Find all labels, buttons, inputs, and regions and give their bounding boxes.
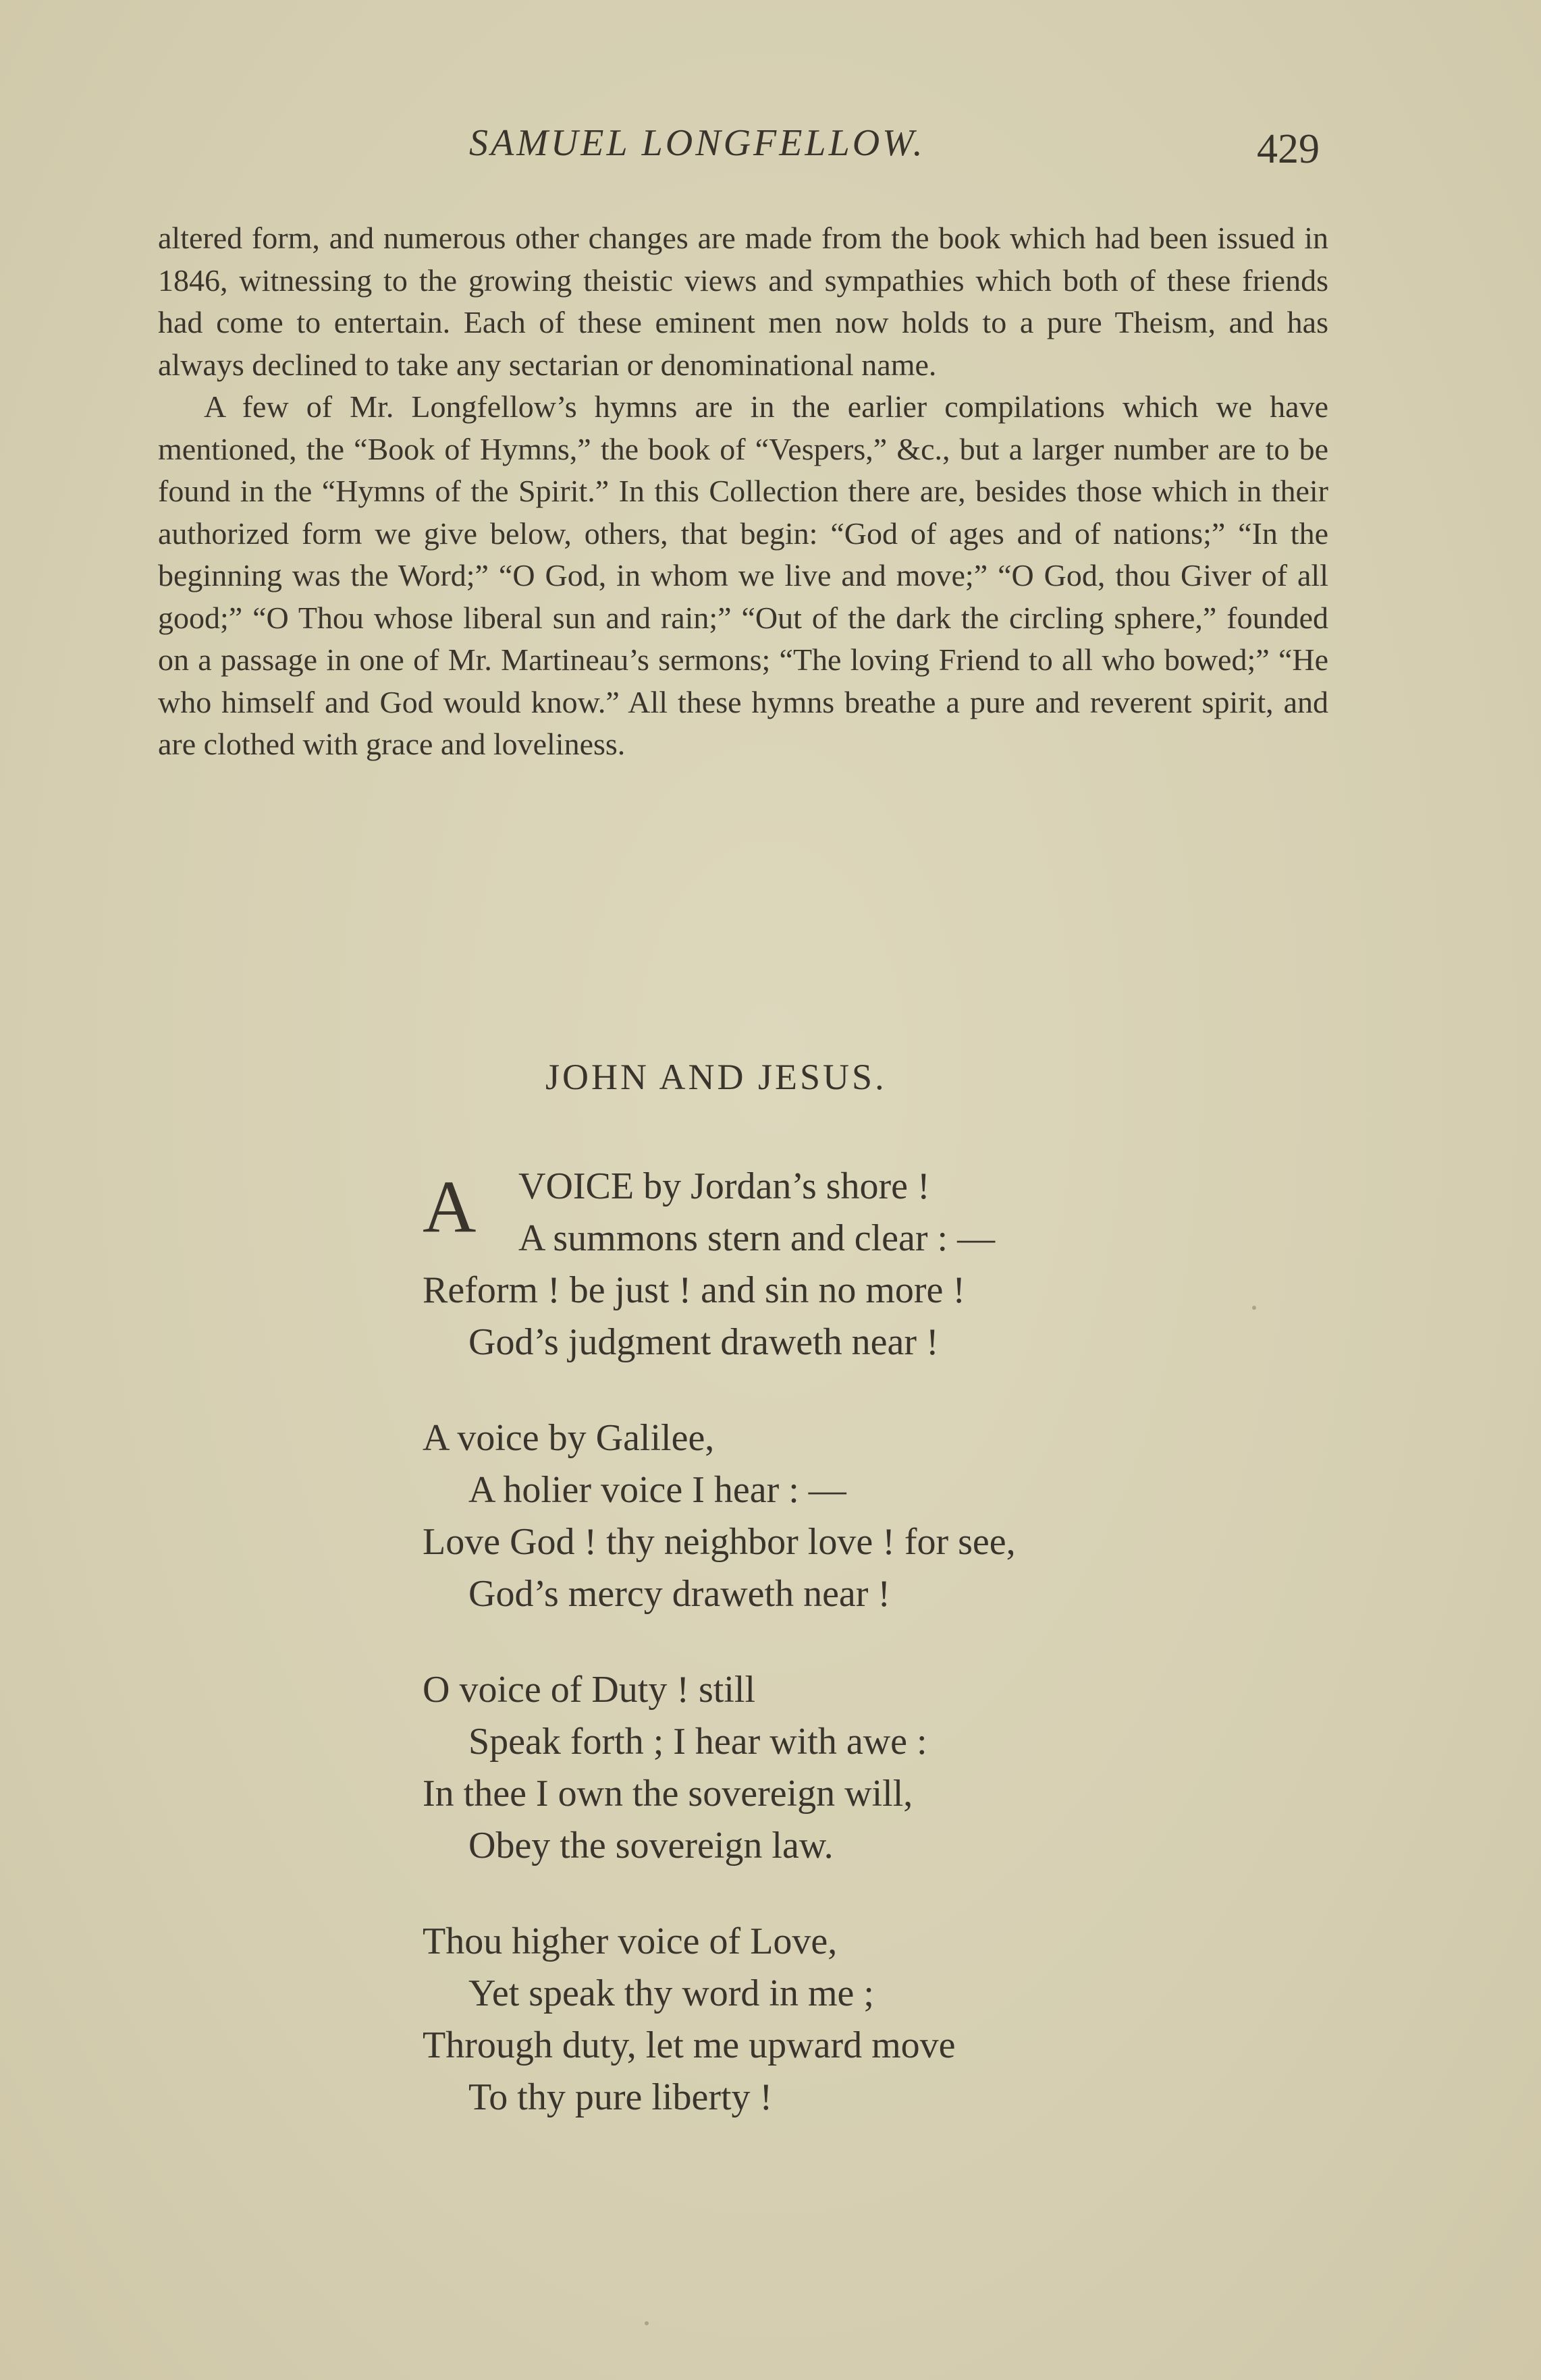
paragraph-1: altered form, and numerous other changes are made from the book which had been issued in 1846, witnessing to the growing theistic views and sympathies which both of these friends had come to entertain. Each of these eminent men now holds to a pure Theism, and has always declined to take any sectarian or denominational name. xyxy=(158,221,1328,382)
stanza-1-opening xyxy=(423,1161,1016,1265)
poem-line: A holier voice I hear : — xyxy=(468,1469,846,1511)
running-head-title: SAMUEL LONGFELLOW. xyxy=(469,122,925,164)
paper-speck xyxy=(645,2321,649,2325)
poem xyxy=(423,1161,1016,2167)
poem-title: JOHN AND JESUS. xyxy=(545,1057,887,1097)
poem-line: Reform ! be just ! and sin no more ! xyxy=(423,1269,966,1311)
poem-line: Speak forth ; I hear with awe : xyxy=(468,1721,927,1763)
poem-line: God’s mercy draweth near ! xyxy=(468,1573,891,1615)
stanza-1 xyxy=(423,1161,1016,1368)
poem-line: A voice by Galilee, xyxy=(423,1417,715,1459)
stanza-4 xyxy=(423,1916,1016,2124)
stanza-3 xyxy=(423,1664,1016,1872)
paper-speck xyxy=(1252,1306,1256,1310)
poem-line: To thy pure liberty ! xyxy=(468,2076,773,2118)
poem-line: Thou higher voice of Love, xyxy=(423,1920,838,1962)
prose-body xyxy=(158,217,1328,766)
poem-line: Through duty, let me upward move xyxy=(423,2024,956,2066)
poem-line: Obey the sovereign law. xyxy=(468,1825,834,1866)
poem-line: In thee I own the sovereign will, xyxy=(423,1773,913,1815)
poem-line: Yet speak thy word in me ; xyxy=(468,1972,874,2014)
stanza-2 xyxy=(423,1412,1016,1620)
poem-line: Love God ! thy neighbor love ! for see, xyxy=(423,1521,1016,1563)
poem-line: A summons stern and clear : — xyxy=(518,1217,996,1259)
poem-line: God’s judgment draweth near ! xyxy=(468,1321,939,1363)
poem-line: VOICE by Jordan’s shore ! xyxy=(518,1165,930,1207)
poem-line: O voice of Duty ! still xyxy=(423,1669,756,1711)
paragraph-2: A few of Mr. Longfellow’s hymns are in the earlier compilations which we have mentioned, the “Book of Hymns,” the book of “Vespers,” &c., but a larger number are to be found in the “Hymns of the Spirit.” In this Collection there are, besides those which in their authorized form we give below, others, that begin: “God of ages and of nations;” “In the beginning was the Word;” “O God, in whom we live and move;” “O God, thou Giver of all good;” “O Thou whose liberal sun and rain;” “Out of the dark the circling sphere,” founded on a passage in one of Mr. Martineau’s sermons; “The loving Friend to all who bowed;” “He who himself and God would know.” All these hymns breathe a pure and reverent spirit, and are clothed with grace and loveliness. xyxy=(158,389,1328,761)
page-number: 429 xyxy=(1257,126,1320,172)
drop-cap: A xyxy=(423,1165,477,1248)
